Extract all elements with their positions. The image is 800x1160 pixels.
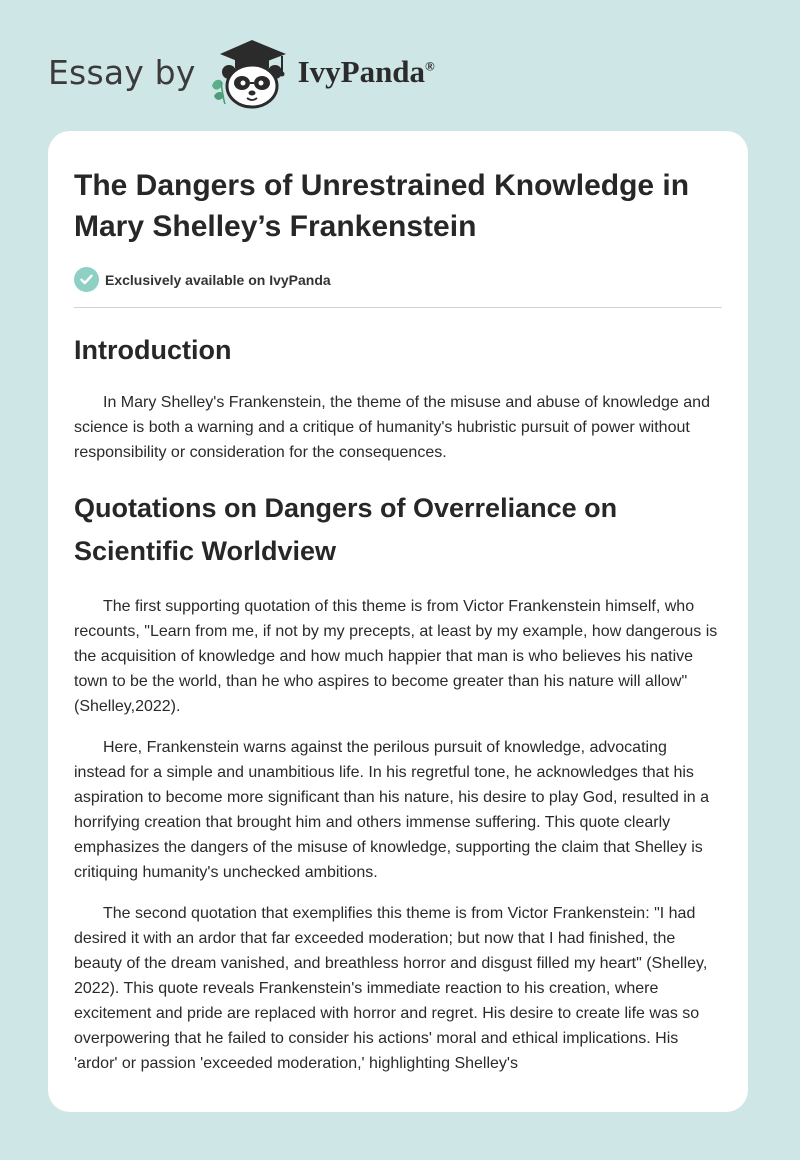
title-divider bbox=[74, 307, 722, 308]
essay-title: The Dangers of Unrestrained Knowledge in Mary Shelley’s Frankenstein bbox=[74, 169, 690, 243]
panda-logo-icon[interactable] bbox=[208, 34, 294, 110]
section-heading-introduction: Introduction bbox=[74, 335, 232, 365]
exclusive-label: Exclusively available on IvyPanda bbox=[105, 271, 331, 288]
section-heading-quotations: Quotations on Dangers of Overreliance on Scientific Worldview bbox=[74, 493, 618, 566]
check-circle-icon bbox=[74, 267, 99, 292]
brand-prefix: Essay by bbox=[48, 52, 196, 92]
brand-name[interactable]: IvyPanda® bbox=[297, 54, 435, 89]
essay-card bbox=[48, 131, 748, 1112]
paragraph: In Mary Shelley's Frankenstein, the theme of the misuse and abuse of knowledge and science is both a warning and a critique of humanity's hubristic pursuit of power without responsibility or consideration for the consequences. bbox=[74, 394, 710, 461]
paragraph: The second quotation that exemplifies this theme is from Victor Frankenstein: "I had desired it with an ardor that far exceeded moderation; but now that I had finished, the beauty of the dream vanished, and breathless horror and disgust filled my heart" (Shelley, 2022). This quote reveals Frankenstein's immediate reaction to his creation, where excitement and pride are replaced with horror and regret. His desire to create life was so overpowering that he failed to consider his actions' moral and ethical implications. His 'ardor' or passion 'exceeded moderation,' highlighting Shelley's bbox=[74, 905, 708, 1072]
registered-mark: ® bbox=[425, 58, 435, 74]
paragraph: The first supporting quotation of this theme is from Victor Frankenstein himself, who recounts, "Learn from me, if not by my precepts, at least by my example, how dangerous is the acquisition of knowledge and how much happier that man is who believes his native town to be the world, than he who aspires to become greater than his nature will allow" (Shelley,2022). bbox=[74, 598, 718, 715]
site-header bbox=[48, 34, 435, 110]
exclusive-badge bbox=[74, 267, 722, 292]
paragraph: Here, Frankenstein warns against the perilous pursuit of knowledge, advocating instead for a simple and unambitious life. In his regretful tone, he acknowledges that his aspiration to become more significant than his nature, his desire to play God, resulted in a horrifying creation that brought him and others immense suffering. This quote clearly emphasizes the dangers of the misuse of knowledge, supporting the claim that Shelley is critiquing humanity's unchecked ambitions. bbox=[74, 739, 710, 881]
